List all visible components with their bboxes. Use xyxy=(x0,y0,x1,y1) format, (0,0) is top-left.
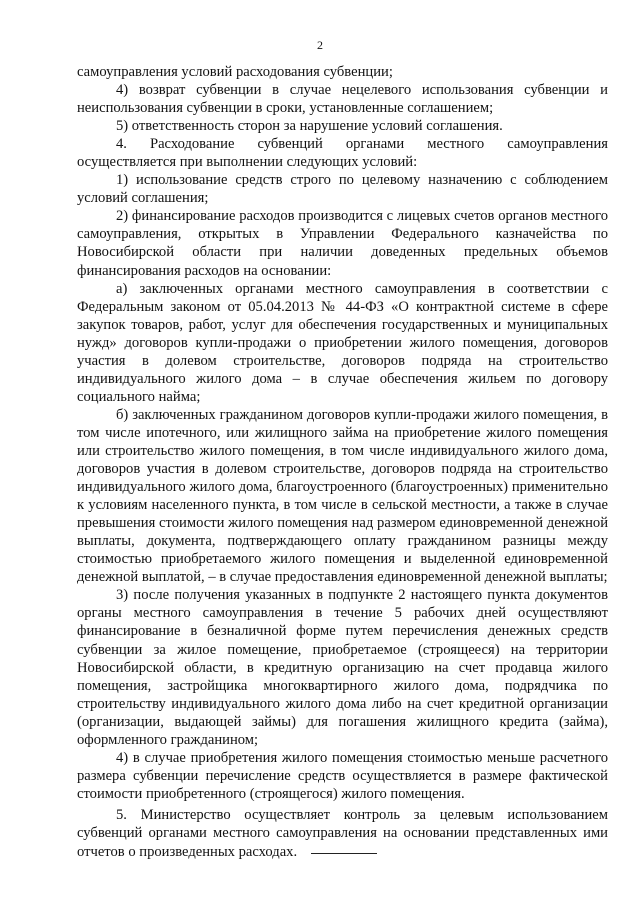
paragraph: 1) использование средств строго по целевому назначению с соблюдением условий соглашения; xyxy=(77,172,608,207)
paragraph: б) заключенных гражданином договоров купли-продажи жилого помещения, в том числе ипотечного, или жилищного займа на приобретение жилого помещения или строительство жилого помещения, в том числе индивидуального жилого дома, договоров участия в долевом строительстве, договоров подряда на строительство индивидуального жилого дома, благоустроенного (благоустроенных) применительно к условиям населенного пункта, в том числе в сельской местности, а также в случае превышения стоимости жилого помещения над размером единовременной денежной выплаты, документа, подтверждающего оплату гражданином разницы между стоимостью приобретаемого жилого помещения и выделенной единовременной денежной выплатой, – в случае предоставления единовременной денежной выплаты; xyxy=(77,406,608,586)
page-number: 2 xyxy=(317,38,323,52)
paragraph: 5) ответственность сторон за нарушение условий соглашения. xyxy=(116,118,503,135)
paragraph: 2) финансирование расходов производится с лицевых счетов органов местного самоуправления, открытых в Управлении Федерального казначейства по Новосибирской области при наличии доведенных предельных объемов финансирования расходов на основании: xyxy=(77,208,608,279)
paragraph: а) заключенных органами местного самоуправления в соответствии с Федеральным законом от 05.04.2013 № 44-ФЗ «О контрактной системе в сфере закупок товаров, работ, услуг для обеспечения государственных и муниципальных нужд» договоров купли-продажи о приобретении жилого помещения, договоров участия в долевом строительстве, договоров подряда на строительство индивидуального жилого дома – в случае обеспечения жильем по договору социального найма; xyxy=(77,280,608,405)
paragraph: самоуправления условий расходования субвенции; xyxy=(77,64,393,80)
paragraph: 3) после получения указанных в подпункте 2 настоящего пункта документов органы местного самоуправления в течение 5 рабочих дней осуществляют финансирование в безналичной форме путем перечисления денежных средств субвенции за жилое помещение, приобретаемое (строящееся) на территории Новосибирской области, в кредитную организацию на счет продавца жилого помещения, застройщика многоквартирного жилого дома, подрядчика по строительству индивидуального жилого дома либо на счет кредитной организации (организации, выдающей займы) для погашения жилищного кредита (займа), оформленного гражданином; xyxy=(77,587,608,748)
document-body xyxy=(77,63,608,861)
paragraph: 5. Министерство осуществляет контроль за целевым использованием субвенций органами местного самоуправления на основании представленных ими отчетов о произведенных расходах. xyxy=(77,807,608,860)
end-separator-line xyxy=(311,853,377,854)
paragraph: 4) возврат субвенции в случае нецелевого использования субвенции и неиспользования субвенции в сроки, установленные соглашением; xyxy=(77,82,608,117)
paragraph: 4) в случае приобретения жилого помещения стоимостью меньше расчетного размера субвенции перечисление средств осуществляется в размере фактической стоимости приобретенного (строящегося) жилого помещения. xyxy=(77,749,608,802)
paragraph: 4. Расходование субвенций органами местного самоуправления осуществляется при выполнении следующих условий: xyxy=(77,136,608,171)
